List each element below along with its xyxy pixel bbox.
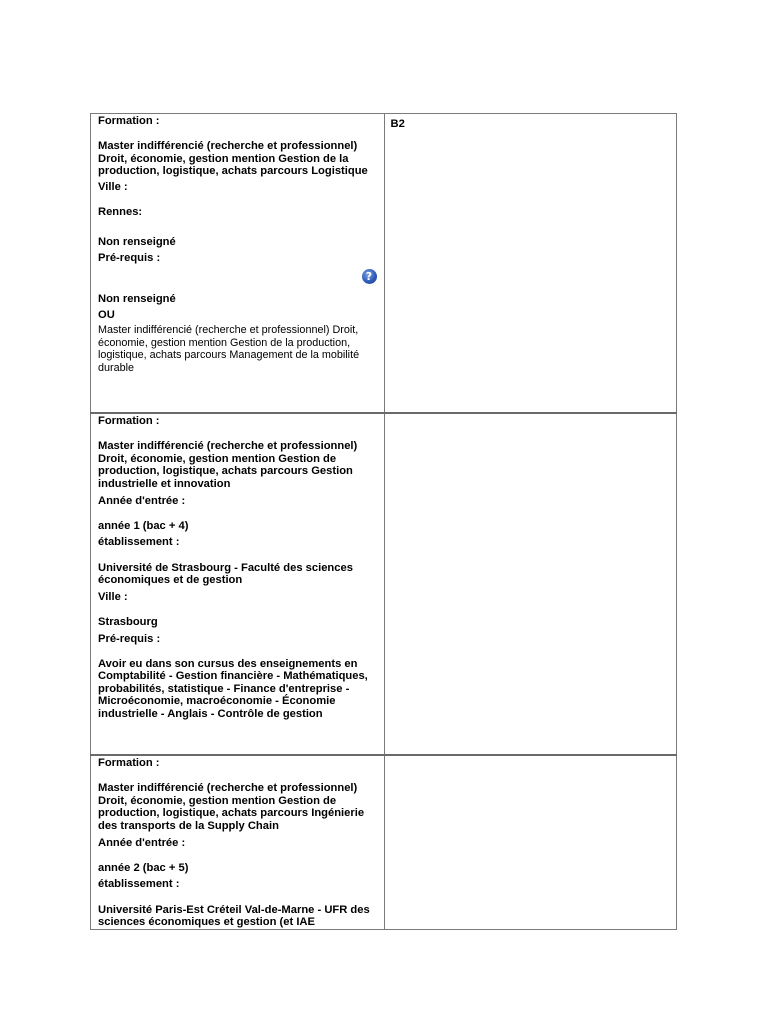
table-row [91,413,677,755]
annee-value: année 1 (bac + 4) [98,519,189,532]
right-cell [384,413,677,755]
level-code: B2 [390,118,405,130]
help-row [98,265,377,293]
formation-cell [91,114,385,414]
alt-formation-value: Master indifférencié (recherche et professionnel) Droit, économie, gestion mention Gestion de la production, logistique, achats parcours Management de la mobilité durable [98,324,360,374]
annee-label: Année d'entrée : [98,494,186,507]
etablissement-label: établissement : [98,536,180,549]
level-code [385,756,677,764]
ville-value-secondary: Non renseigné [98,235,176,248]
formation-label: Formation : [98,757,160,769]
formation-cell [91,413,385,755]
prerequis-value: Avoir eu dans son cursus des enseignements en Comptabilité - Gestion financière - Mathématiques, probabilités, statistique - Finance d'entreprise - Microéconomie, macroéconomie - Économie industrielle - Anglais - Contrôle de gestion [98,657,368,721]
level-code [385,414,677,422]
table-row [91,755,677,929]
formation-value: Master indifférencié (recherche et professionnel) Droit, économie, gestion mention Gestion de production, logistique, achats parcours Ingénierie des transports de la Supply Chain [98,782,365,832]
annee-label: Année d'entrée : [98,836,186,849]
formation-table [90,113,677,930]
prerequis-label: Pré-requis : [98,632,161,645]
right-cell [384,114,677,414]
right-cell [384,755,677,929]
etablissement-label: établissement : [98,878,180,891]
formation-value: Master indifférencié (recherche et professionnel) Droit, économie, gestion mention Gestion de production, logistique, achats parcours Gestion industrielle et innovation [98,440,358,490]
question-help-icon[interactable]: ? [362,269,377,284]
table-row [91,114,677,414]
formation-label: Formation : [98,415,160,427]
ville-value: Strasbourg [98,615,158,628]
ville-label: Ville : [98,590,128,603]
ville-value: Rennes: [98,206,143,219]
formation-cell [91,755,385,929]
annee-value: année 2 (bac + 5) [98,861,189,874]
prerequis-value: Non renseigné [98,292,176,305]
etablissement-value: Université de Strasbourg - Faculté des sciences économiques et de gestion [98,561,353,587]
ville-label: Ville : [98,180,128,193]
formation-value: Master indifférencié (recherche et professionnel) Droit, économie, gestion mention Gestion de la production, logistique, achats parcours Logistique [98,140,368,178]
prerequis-label: Pré-requis : [98,252,161,265]
ou-label: OU [98,308,115,321]
formation-label: Formation : [98,115,160,127]
etablissement-value: Université Paris-Est Créteil Val-de-Marne - UFR des sciences économiques et gestion (et IAE [98,903,370,929]
